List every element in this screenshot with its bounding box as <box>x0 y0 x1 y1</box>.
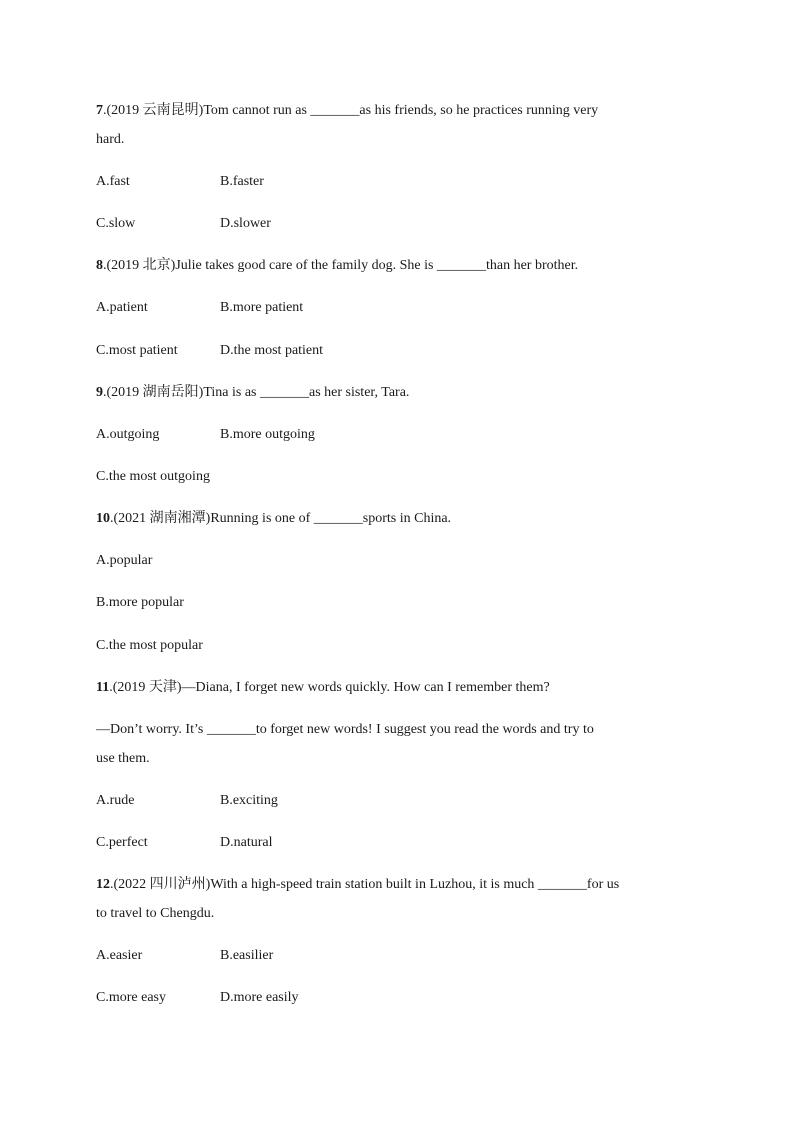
question-text: .(2019 天津)—Diana, I forget new words quickly. How can I remember them? <box>109 680 550 695</box>
question-7-options-row-1 <box>96 172 696 192</box>
question-text: use them. <box>96 751 150 766</box>
option-d: D.more easily <box>220 990 299 1005</box>
question-number: 8 <box>96 258 103 273</box>
option-a: A.easier <box>96 948 143 963</box>
question-11-options-row-2 <box>96 833 696 853</box>
question-text: .(2021 湖南湘潭)Running is one of _______sports in China. <box>110 511 452 526</box>
question-12-stem-continued <box>96 904 696 924</box>
question-12-options-row-1 <box>96 946 696 966</box>
question-10-option-a <box>96 551 696 571</box>
question-9-options-row-1 <box>96 425 696 445</box>
question-text: hard. <box>96 132 125 147</box>
option-a: A.rude <box>96 793 135 808</box>
question-11-options-row-1 <box>96 791 696 811</box>
option-d: D.the most patient <box>220 343 324 358</box>
question-7-stem-continued <box>96 130 696 150</box>
question-11-dialogue-continued <box>96 749 696 769</box>
option-c: C.the most outgoing <box>96 469 210 484</box>
question-8-stem <box>96 256 696 276</box>
question-7-options-row-2 <box>96 214 696 234</box>
option-b: B.more popular <box>96 595 184 610</box>
option-c: C.more easy <box>96 990 166 1005</box>
question-8-options-row-1 <box>96 298 696 318</box>
option-c: C.most patient <box>96 343 178 358</box>
option-d: D.natural <box>220 835 273 850</box>
question-11-stem <box>96 678 696 698</box>
question-number: 7 <box>96 103 103 118</box>
question-text: —Don’t worry. It’s _______to forget new words! I suggest you read the words and try to <box>96 722 594 737</box>
option-c: C.slow <box>96 216 136 231</box>
option-a: A.outgoing <box>96 427 160 442</box>
question-text: .(2022 四川泸州)With a high-speed train station built in Luzhou, it is much _______for us <box>110 877 620 892</box>
question-text: .(2019 云南昆明)Tom cannot run as _______as his friends, so he practices running very <box>103 103 599 118</box>
question-10-option-c <box>96 636 696 656</box>
option-a: A.patient <box>96 300 148 315</box>
question-text: .(2019 北京)Julie takes good care of the family dog. She is _______than her brother. <box>103 258 579 273</box>
option-a: A.popular <box>96 553 153 568</box>
option-a: A.fast <box>96 174 130 189</box>
question-10-option-b <box>96 593 696 613</box>
option-b: B.more outgoing <box>220 427 315 442</box>
question-number: 11 <box>96 680 110 695</box>
question-text: to travel to Chengdu. <box>96 906 215 921</box>
question-number: 9 <box>96 385 103 400</box>
question-12-options-row-2 <box>96 988 696 1008</box>
option-d: D.slower <box>220 216 271 231</box>
question-12-stem <box>96 875 696 895</box>
option-b: B.faster <box>220 174 264 189</box>
option-b: B.more patient <box>220 300 304 315</box>
question-text: .(2019 湖南岳阳)Tina is as _______as her sister, Tara. <box>103 385 410 400</box>
question-11-dialogue <box>96 720 696 740</box>
question-number: 12 <box>96 877 110 892</box>
option-c: C.perfect <box>96 835 148 850</box>
question-9-options-row-2 <box>96 467 696 487</box>
option-c: C.the most popular <box>96 638 203 653</box>
question-8-options-row-2 <box>96 341 696 361</box>
option-b: B.exciting <box>220 793 278 808</box>
question-7-stem <box>96 101 696 121</box>
question-number: 10 <box>96 511 110 526</box>
question-10-stem <box>96 509 696 529</box>
option-b: B.easilier <box>220 948 274 963</box>
question-9-stem <box>96 383 696 403</box>
